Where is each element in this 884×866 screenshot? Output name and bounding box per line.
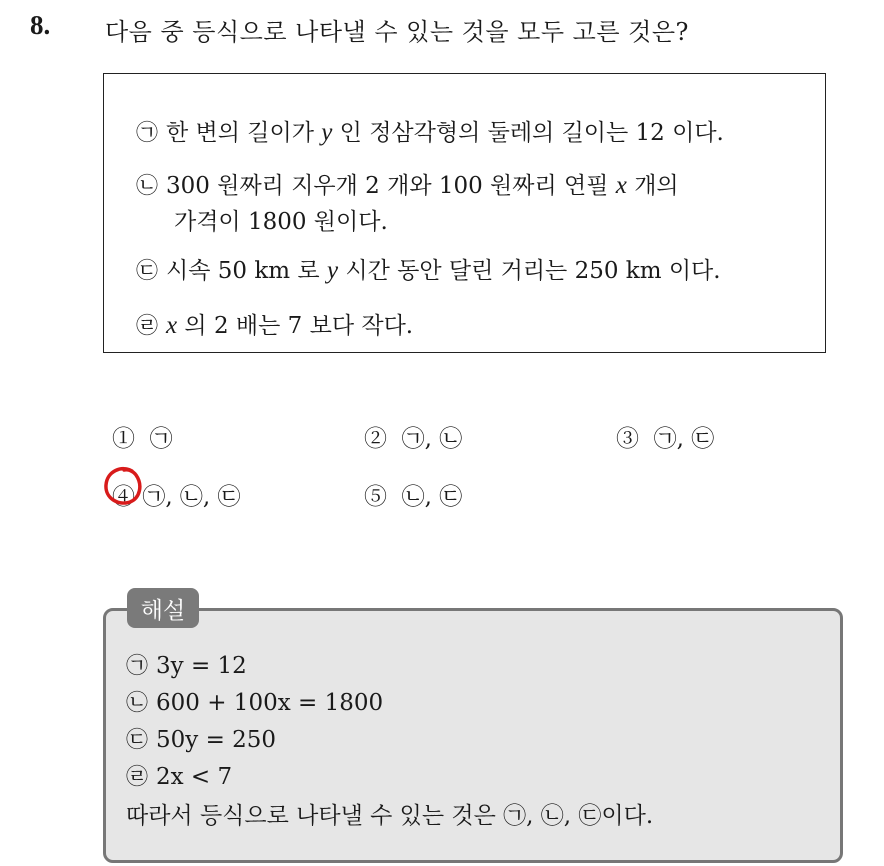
choice-number: ③ xyxy=(616,426,639,452)
statement-2-line2: 가격이 1800 원이다. xyxy=(174,209,388,235)
question-number: 8. xyxy=(30,10,51,40)
choice-number: ④ xyxy=(112,484,135,510)
choice-3[interactable] xyxy=(616,420,714,453)
solution-line-4: ㉣ 2x < 7 xyxy=(126,764,233,790)
statement-1: ㉠ 한 변의 길이가 y 인 정삼각형의 둘레의 길이는 12 이다. xyxy=(136,119,724,146)
solution-box xyxy=(103,608,843,863)
choice-1[interactable] xyxy=(112,420,173,453)
solution-line-2: ㉡ 600 + 100x = 1800 xyxy=(126,690,384,716)
statement-mark: ㉠ xyxy=(136,121,159,146)
choice-number: ⑤ xyxy=(364,484,387,510)
choice-text: ㉠, ㉡, ㉢ xyxy=(142,484,241,510)
choice-text: ㉠, ㉡ xyxy=(401,426,463,452)
statement-mark: ㉡ xyxy=(136,174,159,199)
statement-mark: ㉣ xyxy=(136,314,159,339)
solution-conclusion: 따라서 등식으로 나타낼 수 있는 것은 ㉠, ㉡, ㉢이다. xyxy=(126,803,654,829)
choice-5[interactable] xyxy=(364,478,462,511)
solution-tab: 해설 xyxy=(127,588,199,628)
statement-4: ㉣ x 의 2 배는 7 보다 작다. xyxy=(136,312,414,339)
choice-text: ㉠ xyxy=(149,426,173,452)
statement-3: ㉢ 시속 50 km 로 y 시간 동안 달린 거리는 250 km 이다. xyxy=(136,257,721,284)
answer-circle-mark xyxy=(102,465,144,507)
choice-text: ㉠, ㉢ xyxy=(653,426,715,452)
choice-number: ② xyxy=(364,426,387,452)
statement-box xyxy=(103,73,826,353)
solution-line-3: ㉢ 50y = 250 xyxy=(126,727,277,753)
statement-2: ㉡ 300 원짜리 지우개 2 개와 100 원짜리 연필 x 개의 xyxy=(136,172,679,199)
choice-number: ① xyxy=(112,426,135,452)
choice-2[interactable] xyxy=(364,420,462,453)
statement-mark: ㉢ xyxy=(136,259,159,284)
question-text: 다음 중 등식으로 나타낼 수 있는 것을 모두 고른 것은? xyxy=(105,18,689,46)
solution-line-1: ㉠ 3y = 12 xyxy=(126,653,247,679)
choice-text: ㉡, ㉢ xyxy=(401,484,463,510)
